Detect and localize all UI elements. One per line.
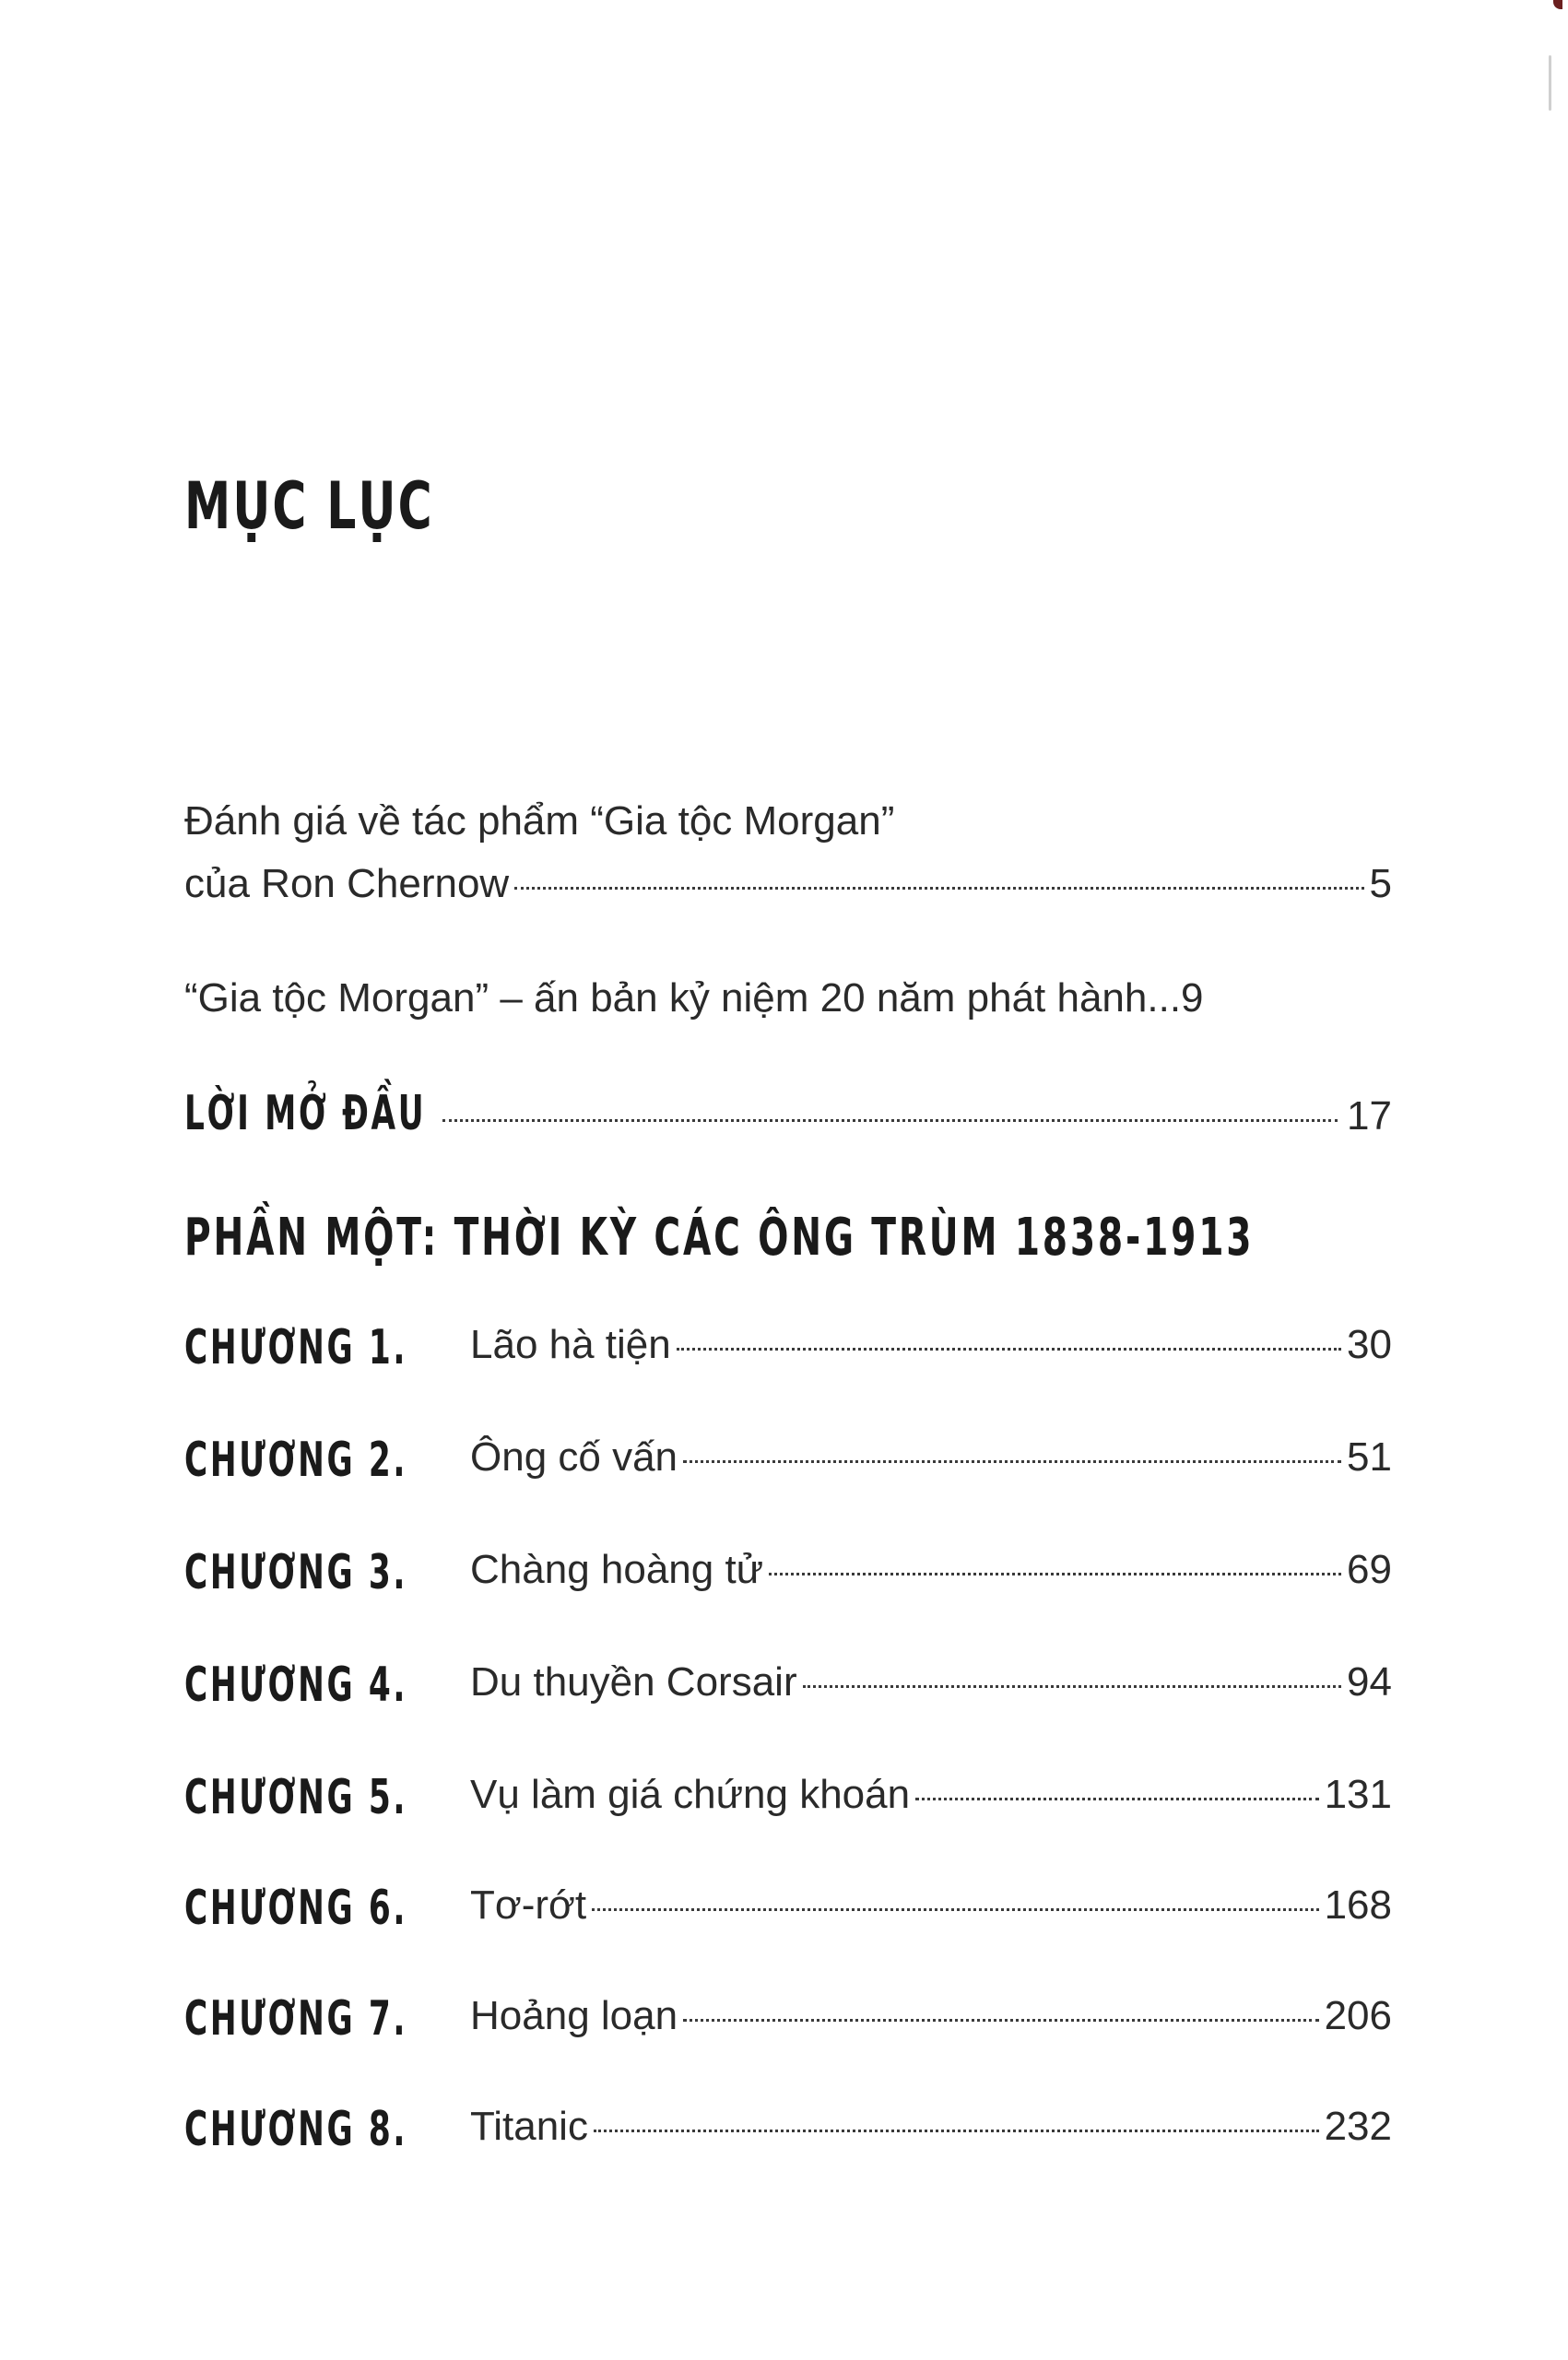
chapter-page: 30 (1347, 1322, 1392, 1367)
chapter-label: CHƯƠNG 4. (184, 1658, 408, 1713)
preface-page: 17 (1347, 1093, 1392, 1139)
preface-label: LỜI MỞ ĐẦU (184, 1086, 427, 1141)
chapter-page: 51 (1347, 1434, 1392, 1480)
chapter-title: Ông cố vấn (470, 1434, 678, 1480)
toc-chapter-3 (184, 1540, 1392, 1604)
leader-dots (683, 1460, 1341, 1463)
toc-chapter-1 (184, 1315, 1392, 1379)
leader-dots (915, 1798, 1318, 1800)
chapter-title: Titanic (470, 2104, 588, 2149)
chapter-label: CHƯƠNG 8. (184, 2102, 408, 2157)
toc-entry-review-text: của Ron Chernow (184, 861, 510, 906)
toc-entry-anniversary-edition: “Gia tộc Morgan” – ấn bản kỷ niệm 20 năm phát hành...9 (184, 975, 1204, 1021)
chapter-page: 232 (1324, 2104, 1392, 2149)
chapter-page: 168 (1324, 1882, 1392, 1928)
chapter-title: Du thuyền Corsair (470, 1659, 797, 1705)
chapter-title: Tơ-rớt (470, 1882, 587, 1928)
chapter-page: 131 (1324, 1772, 1392, 1817)
toc-chapter-6 (184, 1875, 1392, 1940)
page-edge-tick (1549, 55, 1551, 111)
toc-entry-preface (184, 1086, 1392, 1141)
toc-chapter-2 (184, 1427, 1392, 1492)
leader-dots (594, 2130, 1319, 2132)
leader-dots (769, 1573, 1341, 1575)
chapter-label: CHƯƠNG 1. (184, 1320, 408, 1375)
toc-entry-review-line2 (184, 861, 1392, 907)
chapter-page: 69 (1347, 1547, 1392, 1592)
chapter-title: Vụ làm giá chứng khoán (470, 1772, 911, 1817)
leader-dots (683, 2019, 1319, 2022)
part-one-heading (184, 1208, 1568, 1268)
page-title: MỤC LỤC (184, 468, 434, 544)
leader-dots (803, 1685, 1341, 1688)
toc-chapter-7 (184, 1986, 1392, 2050)
leader-dots (677, 1348, 1341, 1351)
chapter-label: CHƯƠNG 3. (184, 1545, 408, 1600)
leader-dots (514, 887, 1363, 890)
part-one-heading-text: PHẦN MỘT: THỜI KỲ CÁC ÔNG TRÙM 1838-1913 (184, 1208, 1255, 1268)
leader-dots (442, 1119, 1338, 1122)
toc-entry-review-page: 5 (1369, 861, 1392, 906)
toc-chapter-8 (184, 2096, 1392, 2161)
chapter-page: 94 (1347, 1659, 1392, 1705)
toc-entry-review-line1: Đánh giá về tác phẩm “Gia tộc Morgan” (184, 798, 895, 844)
chapter-title: Lão hà tiện (470, 1322, 671, 1367)
leader-dots (592, 1908, 1318, 1911)
page-edge-mark (1553, 0, 1562, 9)
toc-chapter-4 (184, 1652, 1392, 1717)
chapter-label: CHƯƠNG 6. (184, 1881, 408, 1936)
chapter-label: CHƯƠNG 7. (184, 1991, 408, 2047)
chapter-page: 206 (1324, 1993, 1392, 2038)
chapter-label: CHƯƠNG 5. (184, 1770, 408, 1825)
toc-chapter-5 (184, 1764, 1392, 1829)
chapter-title: Hoảng loạn (470, 1993, 678, 2038)
chapter-title: Chàng hoàng tử (470, 1547, 764, 1592)
chapter-label: CHƯƠNG 2. (184, 1433, 408, 1488)
